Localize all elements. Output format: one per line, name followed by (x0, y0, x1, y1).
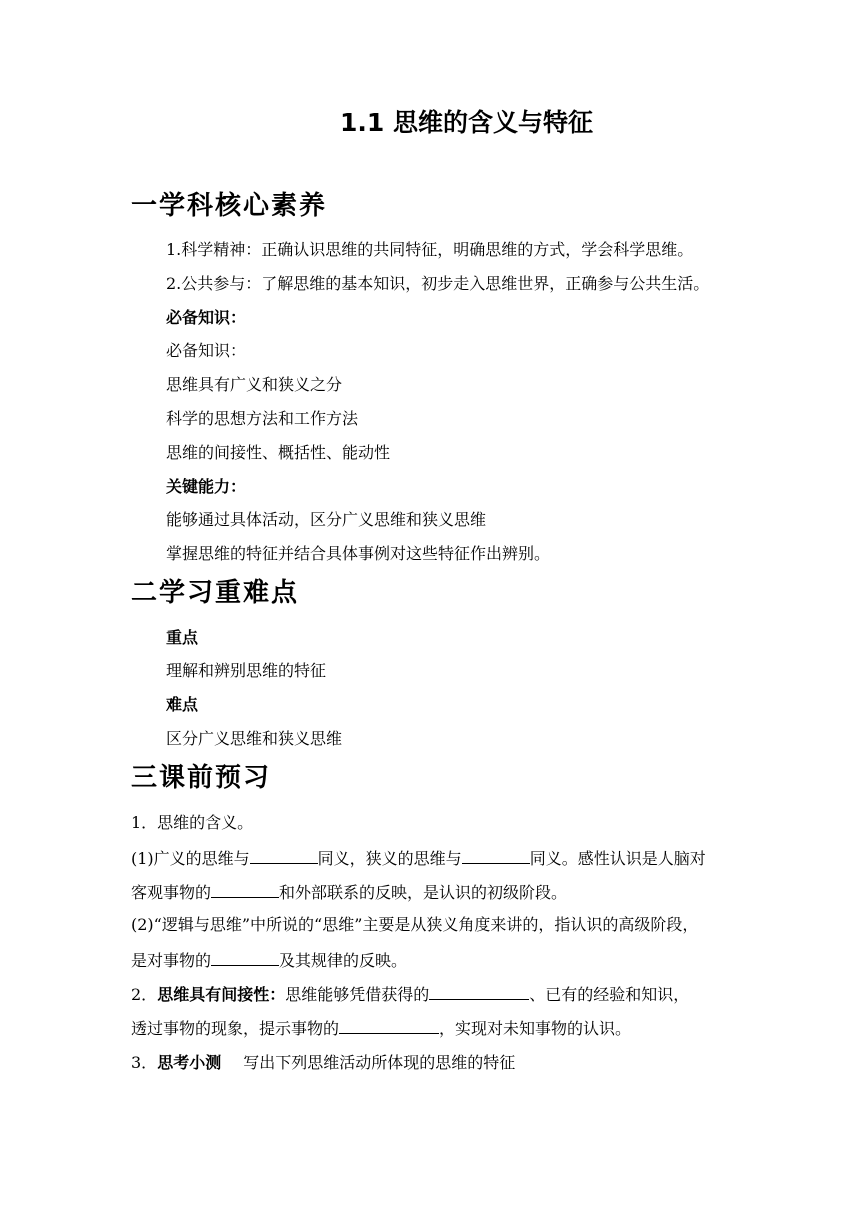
question-1-part-1-line-1 (131, 849, 706, 867)
question-1-part-2-line-1: (2)“逻辑与思维”中所说的“思维”主要是从狭义角度来讲的，指认识的高级阶段， (131, 915, 699, 934)
knowledge-item: 思维具有广义和狭义之分 (166, 375, 343, 394)
question-text: ，实现对未知事物的认识。 (439, 1019, 632, 1038)
fill-blank[interactable] (211, 951, 279, 966)
question-1-part-1-line-2 (131, 883, 567, 901)
knowledge-label-bold: 必备知识： (166, 308, 247, 327)
fill-blank[interactable] (462, 849, 530, 864)
question-3 (131, 1055, 515, 1071)
question-bold-lead: 思维具有间接性： (157, 985, 286, 1004)
knowledge-label: 必备知识： (166, 341, 247, 360)
section-heading-core-literacy: 一学科核心素养 (131, 191, 328, 221)
fill-blank[interactable] (429, 985, 529, 1000)
question-number: 2． (131, 985, 158, 1004)
key-point-text: 理解和辨别思维的特征 (166, 661, 327, 680)
question-1-part-2-line-2 (131, 951, 407, 969)
question-text: 、已有的经验和知识， (529, 985, 690, 1004)
knowledge-item: 思维的间接性、概括性、能动性 (166, 443, 391, 462)
question-text: 及其规律的反映。 (279, 951, 408, 970)
knowledge-item: 科学的思想方法和工作方法 (166, 409, 359, 428)
ability-item: 能够通过具体活动，区分广义思维和狭义思维 (166, 510, 487, 529)
page-title: 1.1 思维的含义与特征 (340, 108, 593, 137)
key-point-label: 重点 (166, 628, 199, 647)
literacy-line-2: 2.公共参与：了解思维的基本知识，初步走入思维世界，正确参与公共生活。 (166, 274, 710, 293)
question-text: (1)广义的思维与 (131, 849, 250, 868)
fill-blank[interactable] (211, 883, 279, 898)
section-heading-key-difficult: 二学习重难点 (131, 578, 300, 608)
question-bold-lead: 思考小测 (157, 1053, 222, 1072)
question-text: 写出下列思维活动所体现的思维的特征 (243, 1053, 516, 1072)
question-text: 同义。感性认识是人脑对 (529, 849, 706, 868)
question-2-line-1 (131, 985, 689, 1003)
question-text: 是对事物的 (131, 951, 212, 970)
difficult-point-label: 难点 (166, 695, 199, 714)
question-text: 同义，狭义的思维与 (317, 849, 462, 868)
fill-blank[interactable] (339, 1019, 439, 1034)
question-1: 1．思维的含义。 (131, 813, 254, 832)
question-text: 思维能够凭借获得的 (285, 985, 430, 1004)
fill-blank[interactable] (250, 849, 318, 864)
question-text: 和外部联系的反映，是认识的初级阶段。 (279, 883, 568, 902)
literacy-line-1: 1.科学精神：正确认识思维的共同特征，明确思维的方式，学会科学思维。 (166, 240, 694, 259)
section-heading-preview: 三课前预习 (131, 763, 272, 793)
ability-label: 关键能力： (166, 477, 247, 496)
question-2-line-2 (131, 1019, 631, 1037)
difficult-point-text: 区分广义思维和狭义思维 (166, 729, 343, 748)
ability-item: 掌握思维的特征并结合具体事例对这些特征作出辨别。 (166, 544, 551, 563)
question-number: 3． (131, 1053, 158, 1072)
question-text: 透过事物的现象，提示事物的 (131, 1019, 340, 1038)
question-text: 客观事物的 (131, 883, 212, 902)
